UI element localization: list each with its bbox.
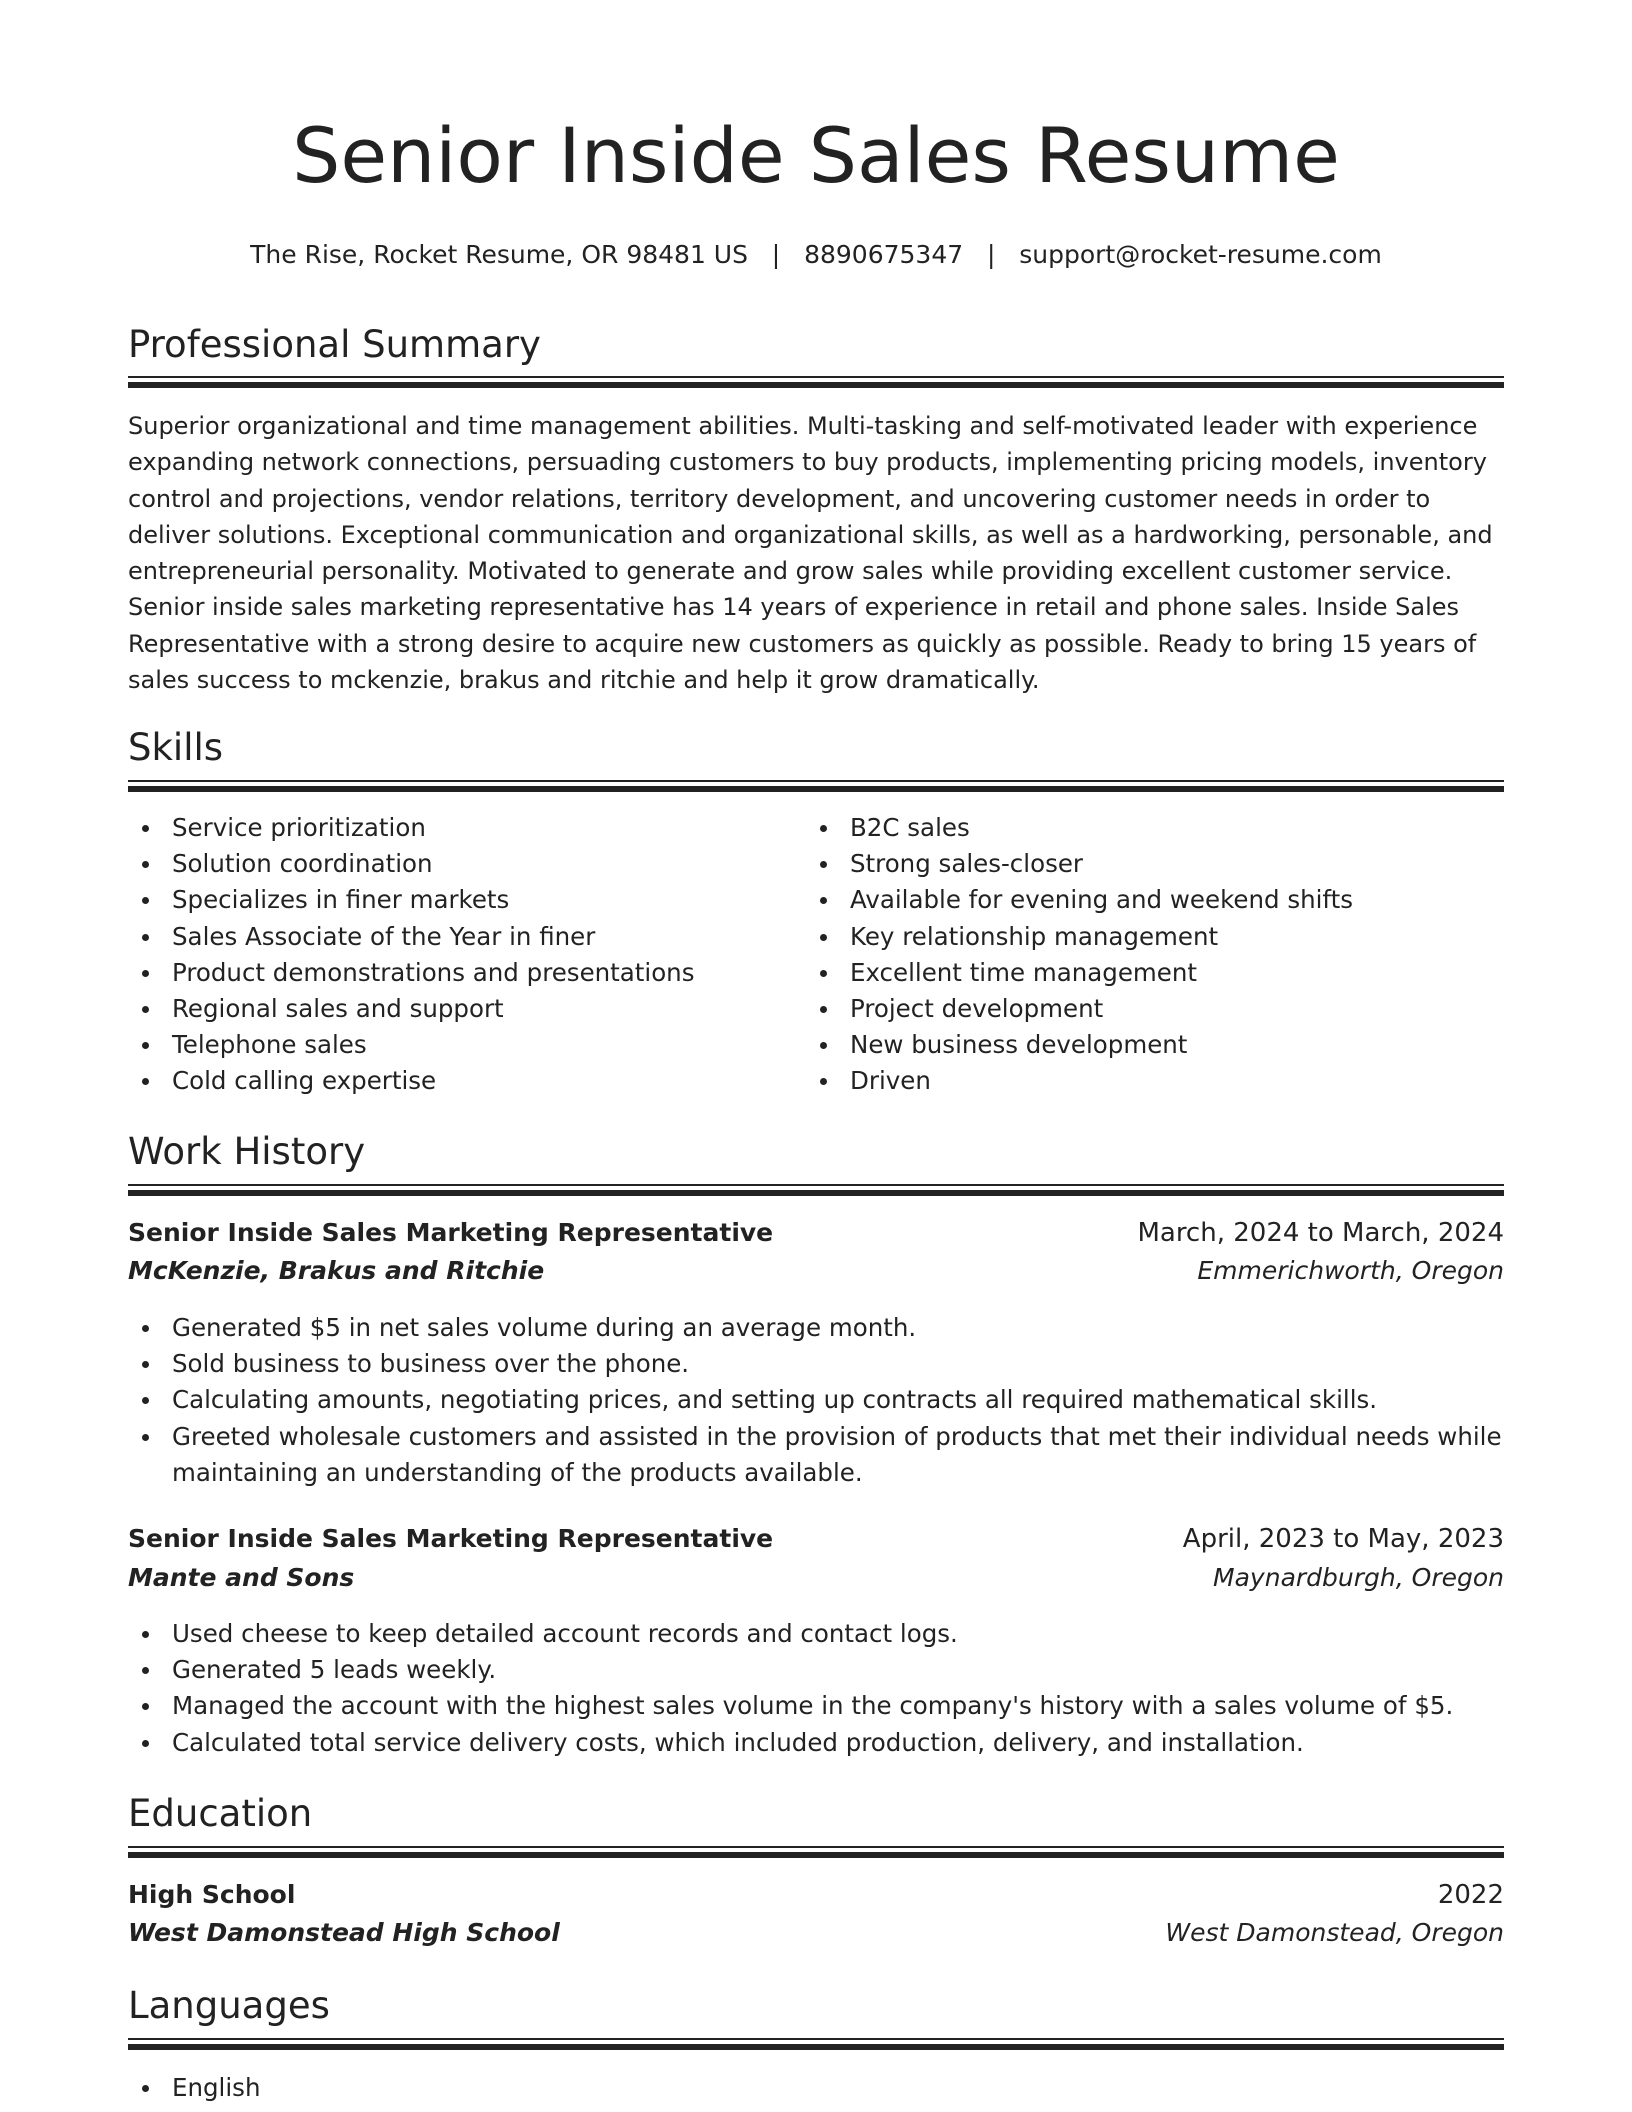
skills-rule-thin	[128, 780, 1504, 782]
skill-item: Project development	[806, 991, 1504, 1027]
job-bullet: Sold business to business over the phone.	[128, 1346, 1504, 1382]
skill-item: Available for evening and weekend shifts	[806, 882, 1504, 918]
work-rule-thick	[128, 1190, 1504, 1196]
job-bullet: Managed the account with the highest sales volume in the company's history with a sales volume of $5.	[128, 1688, 1504, 1724]
job-date: April, 2023 to May, 2023	[1182, 1524, 1504, 1554]
job-1-header	[128, 1218, 1504, 1248]
job-company: Mante and Sons	[128, 1563, 355, 1592]
languages-list	[128, 2070, 1504, 2106]
education-location: West Damonstead, Oregon	[1165, 1918, 1504, 1947]
skills-list-right	[806, 810, 1504, 1100]
job-2-bullets	[128, 1616, 1504, 1761]
resume-title: Senior Inside Sales Resume	[292, 111, 1340, 200]
education-year: 2022	[1437, 1880, 1504, 1910]
job-title: Senior Inside Sales Marketing Representative	[128, 1524, 774, 1553]
summary-heading: Professional Summary	[128, 323, 541, 366]
job-bullet: Greeted wholesale customers and assisted in the provision of products that met their individual needs while maintaining an understanding of the products available.	[128, 1419, 1504, 1491]
languages-heading: Languages	[128, 1984, 330, 2027]
skills-list-left	[128, 810, 788, 1100]
skill-item: Regional sales and support	[128, 991, 788, 1027]
job-1-bullets	[128, 1310, 1504, 1491]
education-heading: Education	[128, 1792, 313, 1835]
language-item: English	[128, 2070, 1504, 2106]
skill-item: Driven	[806, 1063, 1504, 1099]
skill-item: Service prioritization	[128, 810, 788, 846]
job-1-subheader	[128, 1256, 1504, 1285]
summary-text: Superior organizational and time management abilities. Multi-tasking and self-motivated leader with experience expanding network connections, persuading customers to buy products, implementing pricing models, inventory control and projections, vendor relations, territory development, and uncovering customer needs in order to deliver solutions. Exceptional communication and organizational skills, as well as a hardworking, personable, and entrepreneurial personality. Motivated to generate and grow sales while providing excellent customer service. Senior inside sales marketing representative has 14 years of experience in retail and phone sales. Inside Sales Representative with a strong desire to acquire new customers as quickly as possible. Ready to bring 15 years of sales success to mckenzie, brakus and ritchie and help it grow dramatically.	[128, 412, 1493, 695]
skills-heading: Skills	[128, 726, 224, 769]
job-date: March, 2024 to March, 2024	[1137, 1218, 1504, 1248]
education-rule-thick	[128, 1852, 1504, 1858]
languages-rule-thick	[128, 2044, 1504, 2050]
contact-line: The Rise, Rocket Resume, OR 98481 US | 8890675347 | support@rocket-resume.com	[250, 240, 1382, 269]
job-title: Senior Inside Sales Marketing Representative	[128, 1218, 774, 1247]
summary-rule-thick	[128, 382, 1504, 388]
education-degree: High School	[128, 1880, 296, 1909]
job-bullet: Generated $5 in net sales volume during an average month.	[128, 1310, 1504, 1346]
education-subheader	[128, 1918, 1504, 1947]
education-header	[128, 1880, 1504, 1910]
skill-item: B2C sales	[806, 810, 1504, 846]
job-bullet: Calculating amounts, negotiating prices, and setting up contracts all required mathematical skills.	[128, 1382, 1504, 1418]
skill-item: Product demonstrations and presentations	[128, 955, 788, 991]
summary-rule-thin	[128, 376, 1504, 378]
job-location: Maynardburgh, Oregon	[1213, 1563, 1504, 1592]
education-school: West Damonstead High School	[128, 1918, 560, 1947]
work-heading: Work History	[128, 1130, 366, 1173]
skill-item: Solution coordination	[128, 846, 788, 882]
job-location: Emmerichworth, Oregon	[1197, 1256, 1504, 1285]
job-2-subheader	[128, 1563, 1504, 1592]
education-rule-thin	[128, 1846, 1504, 1848]
skill-item: New business development	[806, 1027, 1504, 1063]
skill-item: Sales Associate of the Year in finer	[128, 919, 788, 955]
job-2-header	[128, 1524, 1504, 1554]
skill-item: Specializes in finer markets	[128, 882, 788, 918]
skill-item: Key relationship management	[806, 919, 1504, 955]
skill-item: Strong sales-closer	[806, 846, 1504, 882]
job-company: McKenzie, Brakus and Ritchie	[128, 1256, 545, 1285]
languages-rule-thin	[128, 2038, 1504, 2040]
job-bullet: Calculated total service delivery costs, which included production, delivery, and installation.	[128, 1725, 1504, 1761]
job-bullet: Used cheese to keep detailed account records and contact logs.	[128, 1616, 1504, 1652]
job-bullet: Generated 5 leads weekly.	[128, 1652, 1504, 1688]
skill-item: Cold calling expertise	[128, 1063, 788, 1099]
skills-rule-thick	[128, 786, 1504, 792]
skill-item: Excellent time management	[806, 955, 1504, 991]
skill-item: Telephone sales	[128, 1027, 788, 1063]
work-rule-thin	[128, 1184, 1504, 1186]
